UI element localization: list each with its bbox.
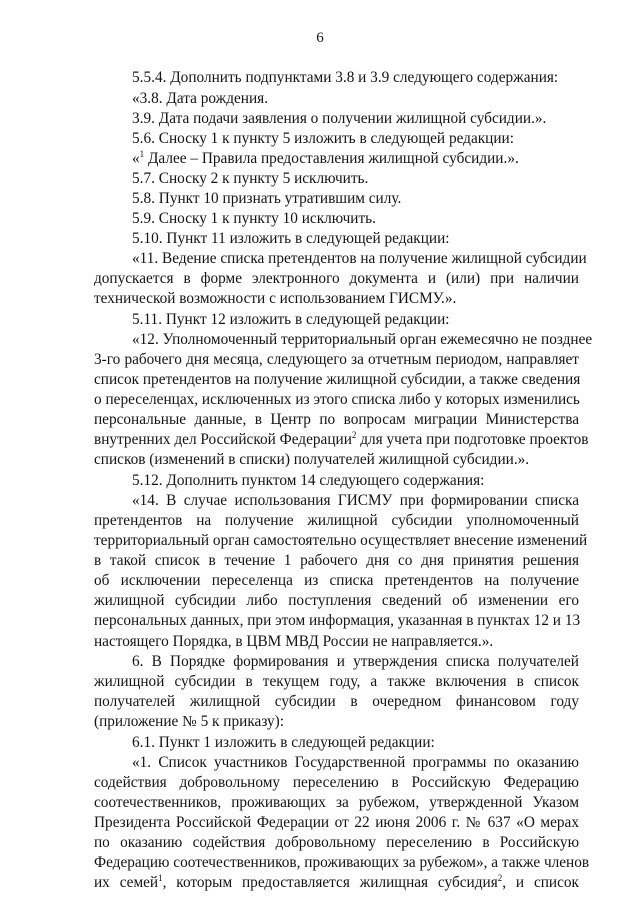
text-line: по оказанию содействия добровольному переселению в Российскую (94, 834, 579, 851)
text-line (132, 149, 579, 169)
text-line: персональные данные, в Центр по вопросам миграции Министерства (94, 411, 579, 428)
text-line: о переселенцах, исключенных из этого списка либо у которых изменились (94, 391, 580, 408)
text-line: 5.6. Сноску 1 к пункту 5 изложить в следующей редакции: (132, 130, 514, 147)
text-line: об исключении переселенца из списка претендентов на получение (94, 572, 579, 589)
text-line: 5.12. Дополнить пунктом 14 следующего содержания: (132, 472, 485, 489)
text-line (94, 873, 579, 893)
text-line: допускается в форме электронного документа и (или) при наличии (94, 270, 579, 287)
text-line: (приложение № 5 к приказу): (94, 713, 285, 730)
text-line: персональных данных, при этом информация, указанная в пунктах 12 и 13 (94, 612, 581, 629)
text-line: «1. Список участников Государственной программы по оказанию (132, 754, 579, 771)
text-line: 3.9. Дата подачи заявления о получении жилищной субсидии.». (132, 110, 547, 127)
text-line: 5.7. Сноску 2 к пункту 5 исключить. (132, 170, 369, 187)
text-line: 5.8. Пункт 10 признать утратившим силу. (132, 190, 402, 207)
text-fragment: для учета при подготовке проектов (356, 431, 589, 448)
text-line: «12. Уполномоченный территориальный орган ежемесячно не позднее (132, 331, 593, 348)
text-line: «3.8. Дата рождения. (132, 90, 269, 107)
text-fragment: , которым предоставляется жилищная субсидия (162, 874, 498, 891)
text-line: 6. В Порядке формирования и утверждения списка получателей (132, 653, 579, 670)
footnote-marker: 1 (139, 149, 145, 159)
text-line: получателей жилищной субсидии в очередном финансовом году (94, 693, 579, 710)
text-line: списков (изменений в списки) получателей жилищной субсидии.». (94, 451, 530, 468)
text-line: 5.9. Сноску 1 к пункту 10 исключить. (132, 210, 376, 227)
text-line: Президента Российской Федерации от 22 июня 2006 г. № 637 «О мерах (94, 814, 579, 831)
text-line: список претендентов на получение жилищной субсидии, а также сведения (94, 371, 581, 388)
text-fragment: « (132, 150, 140, 167)
text-line: содействия добровольному переселению в Российскую Федерацию (94, 774, 579, 791)
text-line: 6.1. Пункт 1 изложить в следующей редакции: (132, 734, 435, 751)
text-line: «11. Ведение списка претендентов на получение жилищной субсидии (132, 250, 587, 267)
text-line (94, 430, 589, 450)
text-line: соотечественников, проживающих за рубежом, утвержденной Указом (94, 794, 579, 811)
text-line: жилищной субсидии в текущем году, а также включения в список (94, 673, 579, 690)
text-line: в такой список в течение 1 рабочего дня со дня принятия решения (94, 552, 579, 569)
text-line: 5.11. Пункт 12 изложить в следующей редакции: (132, 311, 450, 328)
text-line: претендентов на получение жилищной субсидии уполномоченный (94, 512, 579, 529)
text-line: 5.5.4. Дополнить подпунктами 3.8 и 3.9 следующего содержания: (132, 69, 559, 86)
footnote-marker: 2 (497, 873, 503, 883)
text-line: Федерацию соотечественников, проживающих за рубежом», а также членов (94, 854, 590, 871)
text-line: «14. В случае использования ГИСМУ при формировании списка (132, 492, 579, 509)
text-fragment: Далее – Правила предоставления жилищной субсидии.». (144, 150, 519, 167)
text-line: технической возможности с использованием ГИСМУ.». (94, 290, 457, 307)
text-line: жилищной субсидии либо поступления сведений об изменении его (94, 592, 579, 609)
text-line: 5.10. Пункт 11 изложить в следующей редакции: (132, 230, 450, 247)
text-fragment: их семей (94, 874, 159, 891)
footnote-marker: 1 (158, 873, 163, 883)
text-line: настоящего Порядка, в ЦВМ МВД России не направляется.». (94, 633, 494, 650)
text-fragment: внутренних дел Российской Федерации (94, 431, 352, 448)
page-number: 6 (316, 30, 324, 46)
text-fragment: , и список (502, 874, 579, 891)
footnote-marker: 2 (351, 430, 357, 440)
text-line: территориальный орган самостоятельно осуществляет внесение изменений (94, 532, 588, 549)
text-line: 3-го рабочего дня месяца, следующего за отчетным периодом, направляет (94, 351, 579, 368)
